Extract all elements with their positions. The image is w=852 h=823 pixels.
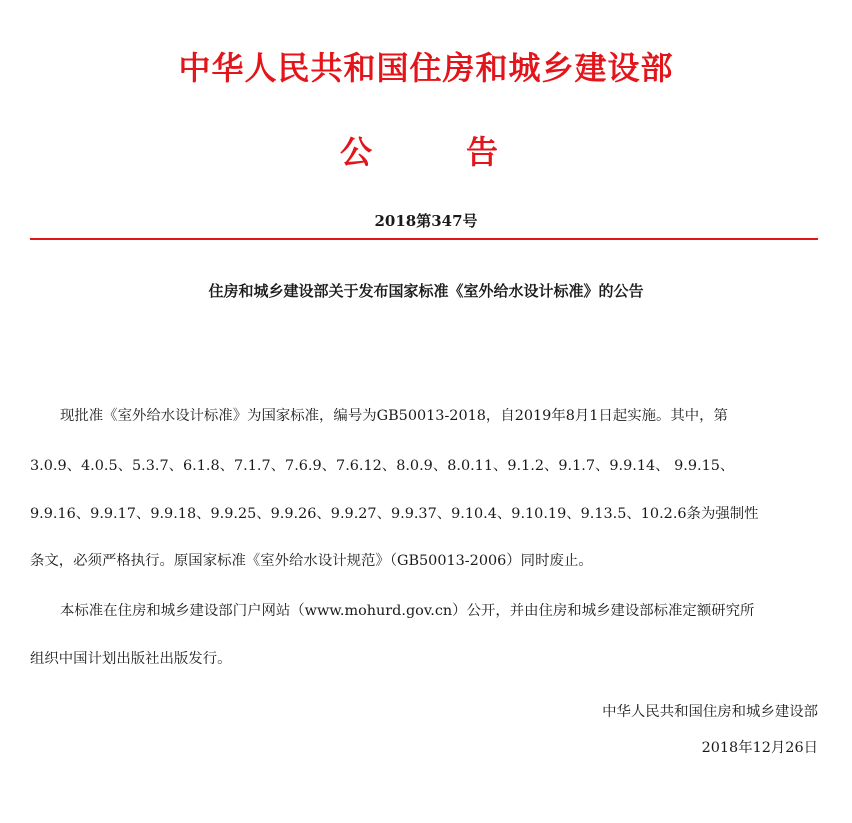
body-line-5: 本标准在住房和城乡建设部门户网站（www.mohurd.gov.cn）公开，并由住房和城乡建设部标准定额研究所 bbox=[60, 603, 755, 619]
body-line-1: 现批准《室外给水设计标准》为国家标准，编号为GB50013-2018，自2019年8月1日起实施。其中，第 bbox=[60, 408, 728, 424]
notice-subject: 住房和城乡建设部关于发布国家标准《室外给水设计标准》的公告 bbox=[208, 282, 644, 300]
document-number: 2018第347号 bbox=[374, 212, 478, 230]
body-line-6: 组织中国计划出版社出版发行。 bbox=[30, 651, 232, 667]
issuer-signature: 中华人民共和国住房和城乡建设部 bbox=[602, 704, 818, 720]
issuing-organization-title: 中华人民共和国住房和城乡建设部 bbox=[178, 49, 674, 87]
body-line-4: 条文，必须严格执行。原国家标准《室外给水设计规范》（GB50013-2006）同时废止。 bbox=[30, 553, 593, 569]
body-line-3: 9.9.16、9.9.17、9.9.18、9.9.25、9.9.26、9.9.27、9.9.37、9.10.4、9.10.19、9.13.5、10.2.6条为强制性 bbox=[30, 506, 759, 522]
body-line-2: 3.0.9、4.0.5、5.3.7、6.1.8、7.1.7、7.6.9、7.6.12、8.0.9、8.0.11、9.1.2、9.1.7、9.9.14、 9.9.15、 bbox=[30, 458, 735, 474]
issue-date: 2018年12月26日 bbox=[701, 740, 818, 756]
red-divider-line bbox=[30, 238, 818, 240]
notice-heading-char-2: 告 bbox=[466, 133, 499, 171]
notice-heading bbox=[0, 130, 852, 180]
notice-heading-char-1: 公 bbox=[340, 133, 373, 171]
